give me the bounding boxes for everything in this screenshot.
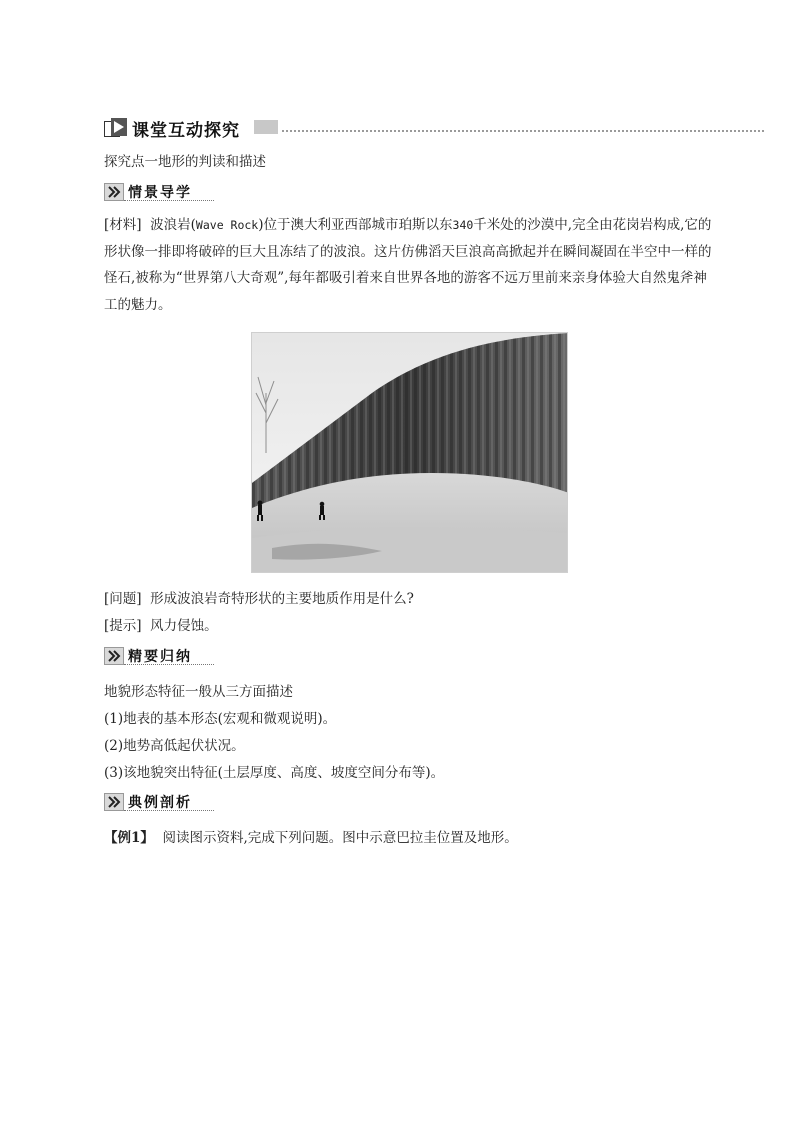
material-text-2: )位于澳大利亚西部城市珀斯以东 xyxy=(258,217,453,233)
tag-summary-label: 精要归纳 xyxy=(128,649,192,665)
tag-summary xyxy=(104,647,216,665)
example-label: 【例1】 xyxy=(104,830,154,846)
hint-line xyxy=(104,614,218,634)
header-decoration xyxy=(254,120,278,134)
double-chevron-icon xyxy=(104,183,124,201)
summary-intro: 地貌形态特征一般从三方面描述 xyxy=(104,684,293,700)
material-paragraph xyxy=(104,212,716,318)
section-title: 课堂互动探究 xyxy=(132,121,240,141)
play-arrow-icon xyxy=(111,118,127,136)
tag-scenario-label: 情景导学 xyxy=(128,185,192,201)
header-dotted-line xyxy=(282,130,764,132)
material-distance: 340 xyxy=(452,218,474,232)
exploration-point-title: 探究点一地形的判读和描述 xyxy=(104,154,266,170)
section-header xyxy=(104,116,664,141)
material-english-name: Wave Rock xyxy=(195,218,259,232)
question-label: [问题] xyxy=(104,591,142,607)
hint-label: [提示] xyxy=(104,618,142,634)
tag-underline xyxy=(124,200,214,201)
material-text-3: 千米处的沙漠中,完全由花岗岩构成,它的形状像一排即将破碎的巨大且冻结了的波浪。这片仿佛滔天巨浪高高掀起并在瞬间凝固在半空中一样的怪石,被称为“世界第八大奇观”,每年都吸引着来自世界各地的游客不远万里前来亲身体验大自然鬼斧神工的魅力。 xyxy=(104,217,712,313)
hint-text: 风力侵蚀。 xyxy=(150,618,218,634)
summary-item: (2)地势高低起伏状况。 xyxy=(104,738,245,754)
tag-example-label: 典例剖析 xyxy=(128,795,192,811)
double-chevron-icon xyxy=(104,793,124,811)
tag-scenario xyxy=(104,183,216,201)
summary-item: (1)地表的基本形态(宏观和微观说明)。 xyxy=(104,711,337,727)
material-label: [材料] xyxy=(104,217,142,233)
wave-rock-photo xyxy=(251,332,568,573)
summary-item: (3)该地貌突出特征(土层厚度、高度、坡度空间分布等)。 xyxy=(104,765,445,781)
material-text-1: 波浪岩( xyxy=(150,217,196,233)
example-text: 阅读图示资料,完成下列问题。图中示意巴拉圭位置及地形。 xyxy=(162,830,518,846)
example-line xyxy=(104,826,518,846)
tag-underline xyxy=(124,664,214,665)
double-chevron-icon xyxy=(104,647,124,665)
question-text: 形成波浪岩奇特形状的主要地质作用是什么? xyxy=(150,591,414,607)
tag-underline xyxy=(124,810,214,811)
question-line xyxy=(104,587,414,607)
tag-example xyxy=(104,793,216,811)
